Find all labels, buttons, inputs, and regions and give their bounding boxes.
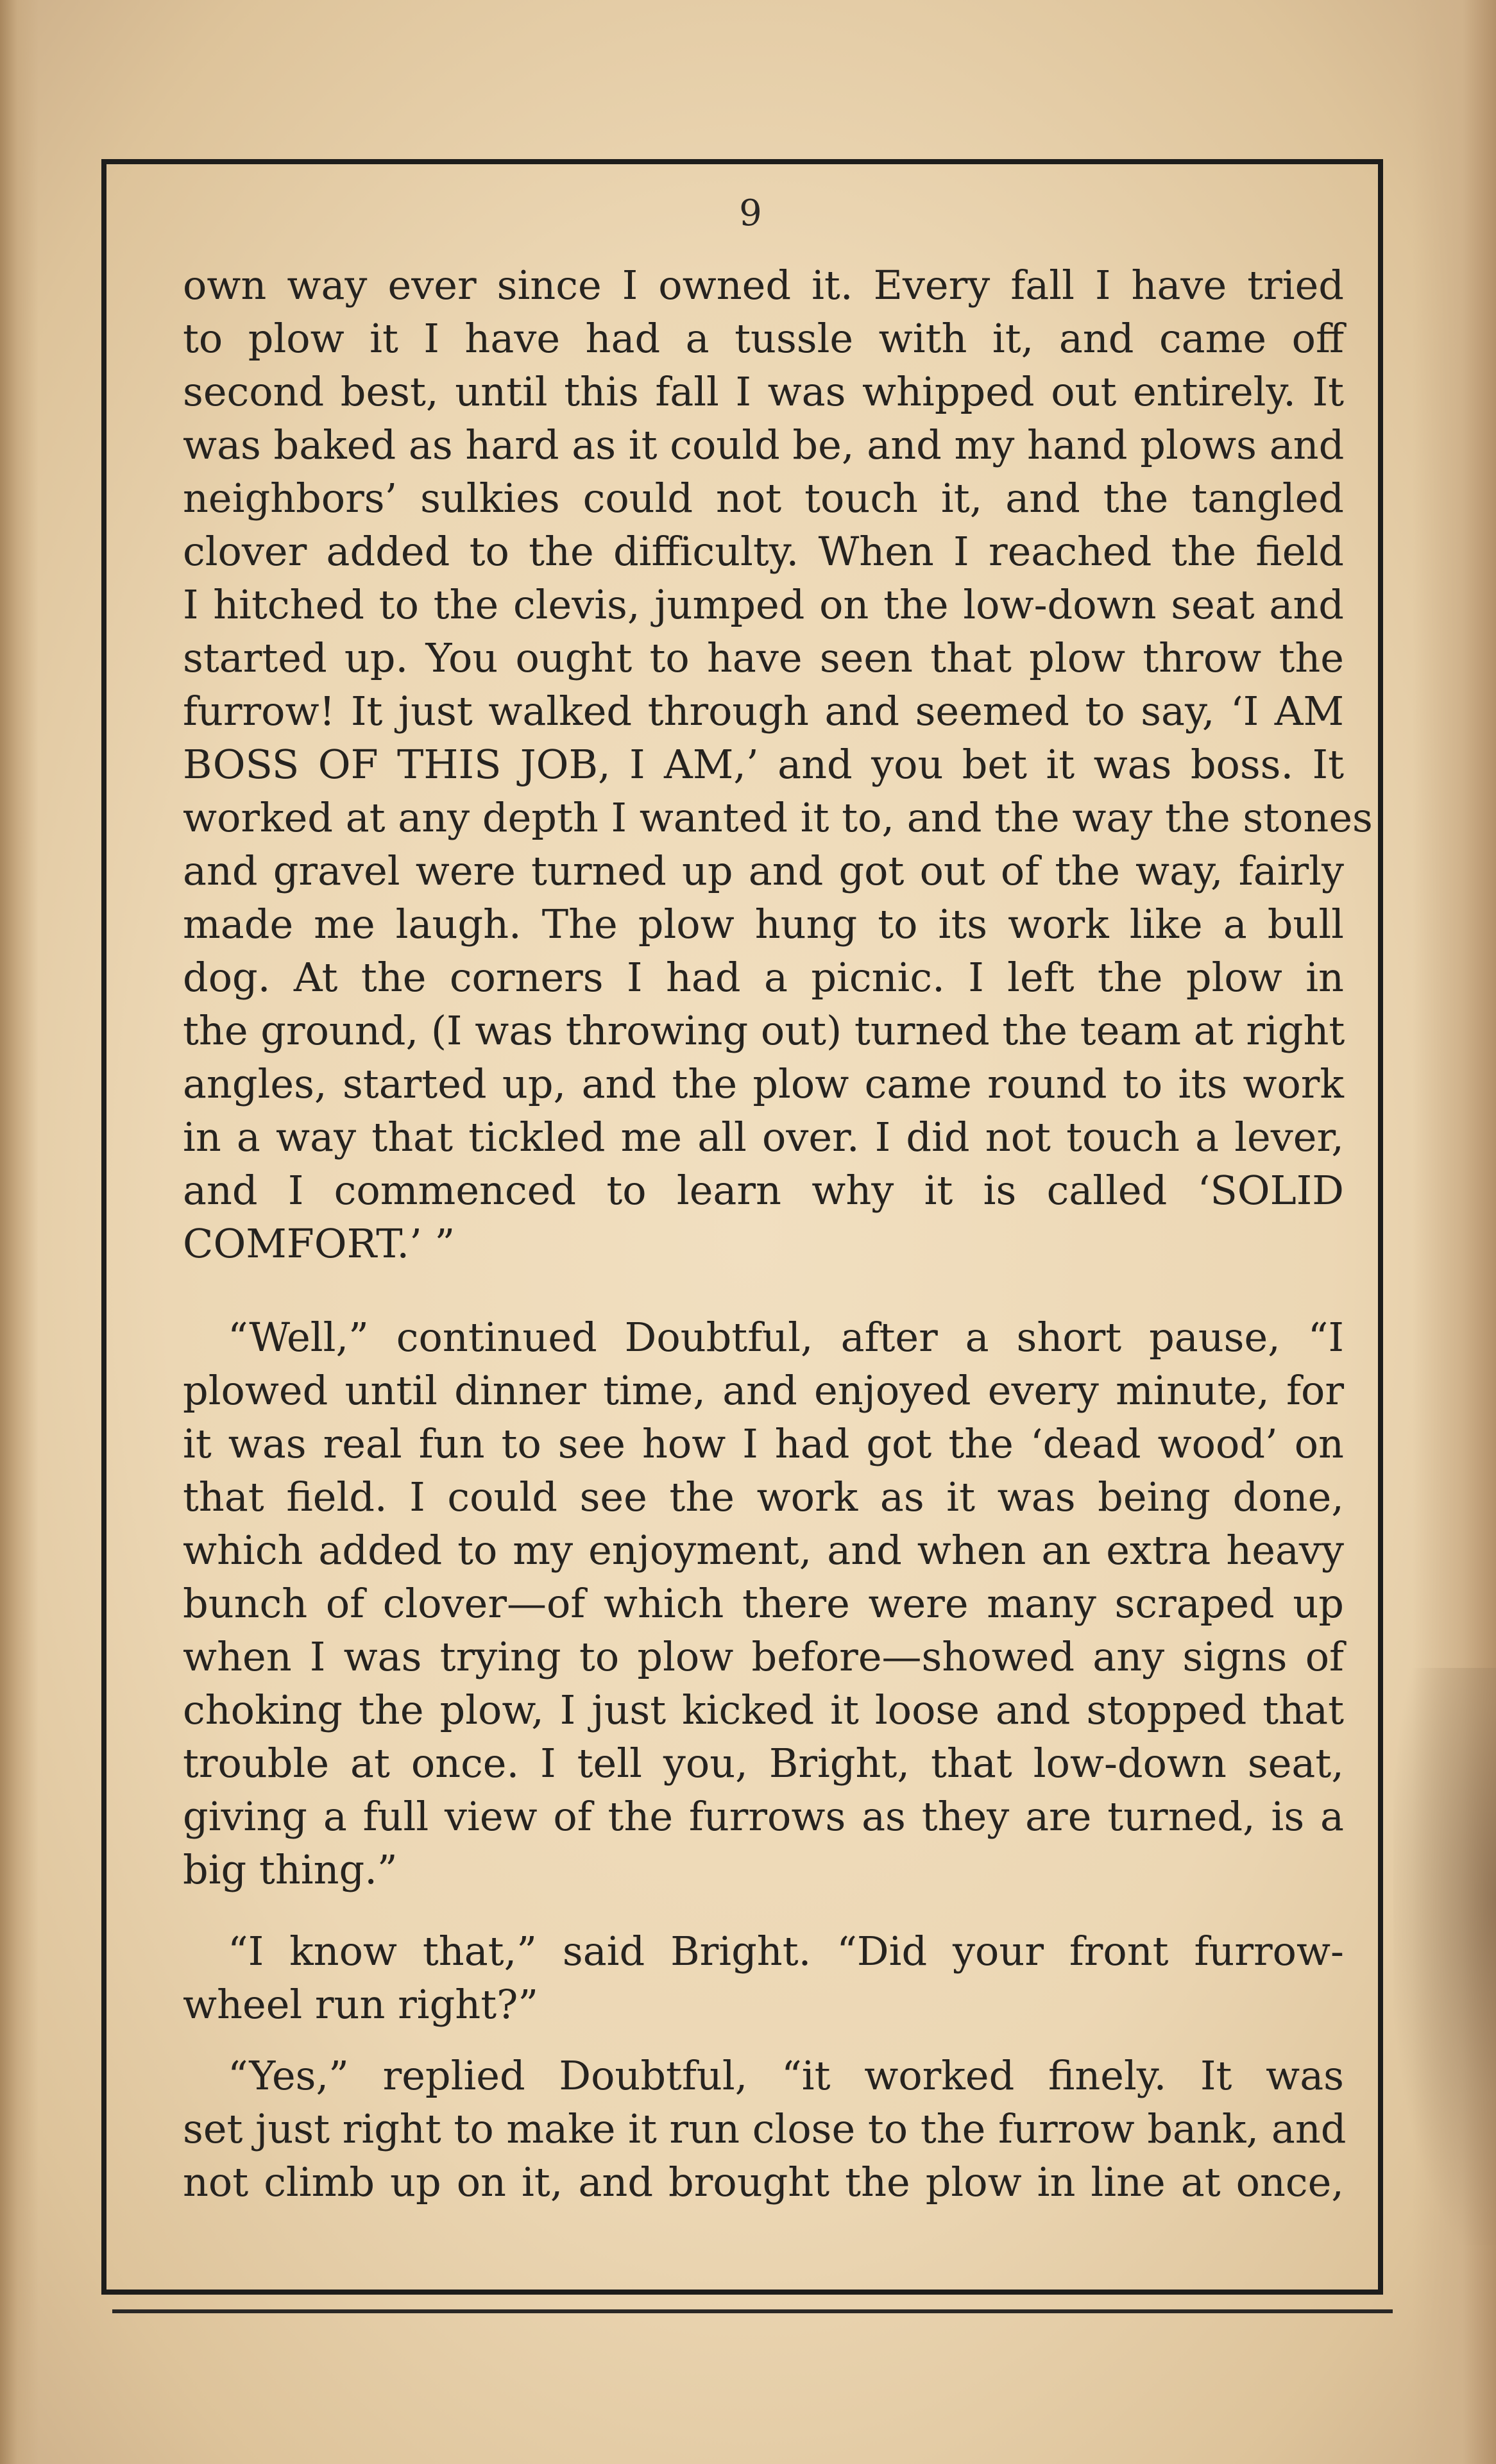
text-line: angles, started up, and the plow came round to its work	[183, 1060, 1344, 1107]
text-line: to plow it I have had a tussle with it, and came off	[183, 315, 1344, 362]
text-line: “Yes,” replied Doubtful, “it worked finely. It was	[228, 2052, 1344, 2099]
text-line: the ground, (I was throwing out) turned the team at right	[183, 1007, 1345, 1054]
text-line: trouble at once. I tell you, Bright, that low-down seat,	[183, 1740, 1344, 1787]
text-line: made me laugh. The plow hung to its work like a bull	[183, 901, 1344, 947]
text-line: furrow! It just walked through and seemed to say, ‘I AM	[183, 688, 1344, 735]
text-line: in a way that tickled me all over. I did not touch a lever,	[183, 1114, 1344, 1160]
text-line: was baked as hard as it could be, and my hand plows and	[183, 421, 1345, 468]
text-line: “Well,” continued Doubtful, after a short pause, “I	[228, 1314, 1344, 1361]
text-line: own way ever since I owned it. Every fall I have tried	[183, 262, 1344, 309]
text-line: neighbors’ sulkies could not touch it, and the tangled	[183, 475, 1344, 522]
text-line: and I commenced to learn why it is called ‘SOLID	[183, 1167, 1344, 1214]
text-line: and gravel were turned up and got out of the way, fairly	[183, 847, 1344, 894]
text-line: “I know that,” said Bright. “Did your front furrow-	[228, 1928, 1344, 1975]
text-line: big thing.”	[183, 1846, 398, 1893]
text-line: plowed until dinner time, and enjoyed every minute, for	[183, 1367, 1344, 1414]
text-line: COMFORT.’ ”	[183, 1220, 455, 1267]
page-border-bottom-rule	[112, 2309, 1393, 2313]
text-line: which added to my enjoyment, and when an extra heavy	[183, 1527, 1344, 1574]
text-line: BOSS OF THIS JOB, I AM,’ and you bet it was boss. It	[183, 741, 1344, 788]
text-line: that field. I could see the work as it was being done,	[183, 1474, 1344, 1520]
text-line: I hitched to the clevis, jumped on the low-down seat and	[183, 581, 1344, 628]
water-stain	[1393, 1668, 1496, 2245]
text-line: when I was trying to plow before—showed any signs of	[183, 1633, 1344, 1680]
text-line: wheel run right?”	[183, 1981, 539, 2028]
text-line: choking the plow, I just kicked it loose and stopped that	[183, 1687, 1344, 1733]
text-line: clover added to the difficulty. When I reached the field	[183, 528, 1344, 575]
text-line: worked at any depth I wanted it to, and the way the stones	[183, 794, 1373, 841]
page-edge-left	[0, 0, 38, 2464]
text-line: started up. You ought to have seen that plow throw the	[183, 634, 1344, 681]
text-line: not climb up on it, and brought the plow in line at once,	[183, 2159, 1344, 2205]
text-line: set just right to make it run close to the furrow bank, and	[183, 2105, 1347, 2152]
text-line: it was real fun to see how I had got the ‘dead wood’ on	[183, 1420, 1344, 1467]
page-number: 9	[739, 192, 762, 234]
text-line: dog. At the corners I had a picnic. I left the plow in	[183, 954, 1344, 1001]
text-line: second best, until this fall I was whipped out entirely. It	[183, 368, 1344, 415]
text-line: giving a full view of the furrows as they are turned, is a	[183, 1793, 1344, 1840]
text-line: bunch of clover—of which there were many scraped up	[183, 1580, 1344, 1627]
